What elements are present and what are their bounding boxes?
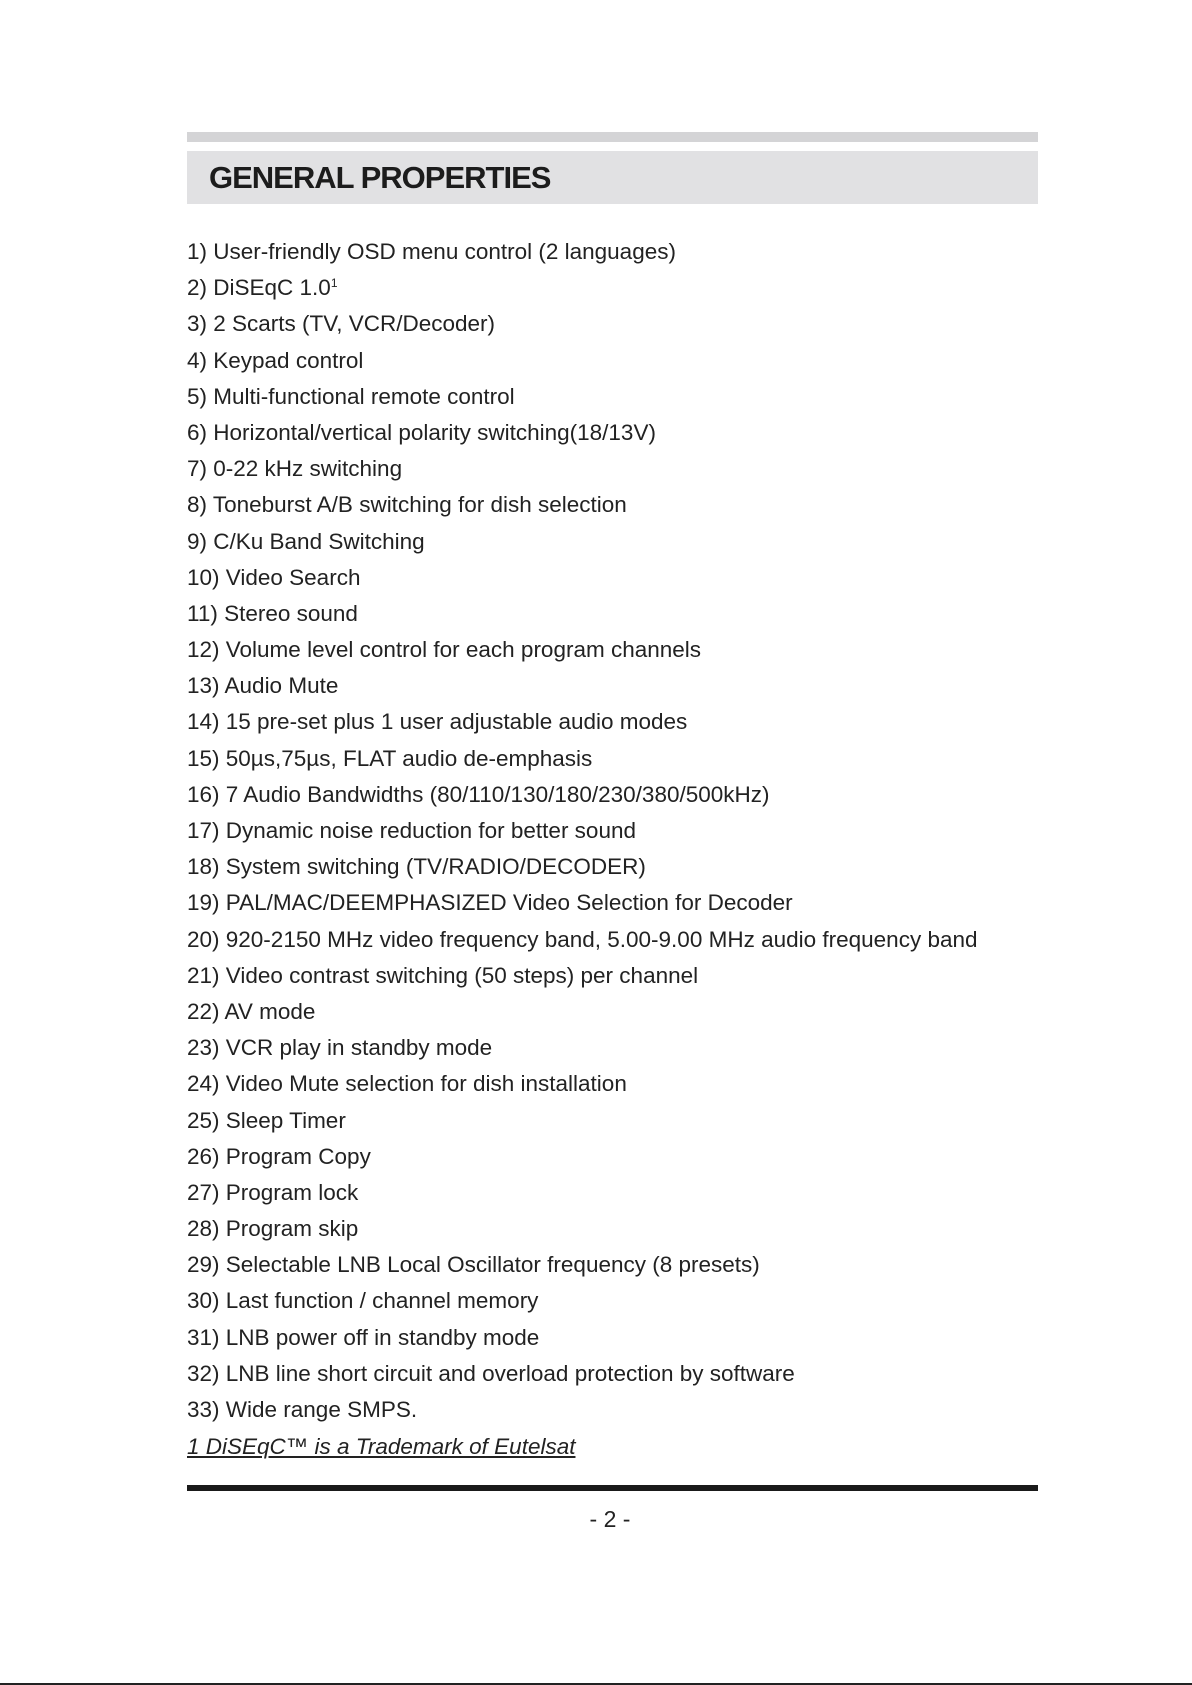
feature-item-8: 8) Toneburst A/B switching for dish selection [187,492,627,518]
feature-item-33: 33) Wide range SMPS. [187,1397,418,1422]
section-header [187,151,1038,204]
footnote-marker: 1 [330,276,338,291]
feature-item-25: 25) Sleep Timer [187,1107,346,1133]
feature-item-6: 6) Horizontal/vertical polarity switching(18/13V) [187,419,656,445]
feature-item-7: 7) 0-22 kHz switching [187,456,403,482]
feature-item-9: 9) C/Ku Band Switching [187,528,425,554]
feature-item-26: 26) Program Copy [187,1143,371,1169]
footer-rule [187,1485,1038,1491]
feature-item-16: 16) 7 Audio Bandwidths (80/110/130/180/230/380/500kHz) [187,781,770,807]
feature-item-18: 18) System switching (TV/RADIO/DECODER) [187,854,646,880]
feature-item-2-text: 2) DiSEqC 1.0 [187,275,331,301]
feature-item-19: 19) PAL/MAC/DEEMPHASIZED Video Selection for Decoder [187,890,793,916]
feature-item-3: 3) 2 Scarts (TV, VCR/Decoder) [187,311,496,337]
feature-item-31: 31) LNB power off in standby mode [187,1324,540,1350]
feature-item-4: 4) Keypad control [187,347,364,373]
feature-item-29: 29) Selectable LNB Local Oscillator frequency (8 presets) [187,1252,760,1278]
feature-item-12: 12) Volume level control for each program channels [187,637,702,663]
section-title: GENERAL PROPERTIES [209,160,551,195]
feature-item-10: 10) Video Search [187,564,361,590]
feature-item-11: 11) Stereo sound [187,600,358,626]
feature-item-2 [187,270,1047,306]
feature-item-5: 5) Multi-functional remote control [187,383,515,409]
feature-item-13: 13) Audio Mute [187,673,339,699]
feature-item-17: 17) Dynamic noise reduction for better sound [187,818,636,843]
feature-item-1: 1) User-friendly OSD menu control (2 languages) [187,239,676,264]
feature-item-27: 27) Program lock [187,1179,359,1205]
feature-item-15: 15) 50µs,75µs, FLAT audio de-emphasis [187,745,593,771]
feature-item-28: 28) Program skip [187,1216,359,1242]
feature-item-22: 22) AV mode [187,998,316,1024]
footnote: 1 DiSEqC™ is a Trademark of Eutelsat [187,1434,576,1459]
page-number: - 2 - [589,1506,631,1532]
feature-item-23: 23) VCR play in standby mode [187,1035,493,1061]
feature-item-30: 30) Last function / channel memory [187,1288,539,1314]
feature-item-21: 21) Video contrast switching (50 steps) per channel [187,962,699,988]
feature-item-32: 32) LNB line short circuit and overload protection by software [187,1360,795,1386]
feature-item-14: 14) 15 pre-set plus 1 user adjustable audio modes [187,709,688,735]
feature-item-20: 20) 920-2150 MHz video frequency band, 5.00-9.00 MHz audio frequency band [187,926,978,952]
feature-list [187,234,1047,1428]
feature-item-24: 24) Video Mute selection for dish installation [187,1071,627,1097]
header-top-rule [187,132,1038,142]
